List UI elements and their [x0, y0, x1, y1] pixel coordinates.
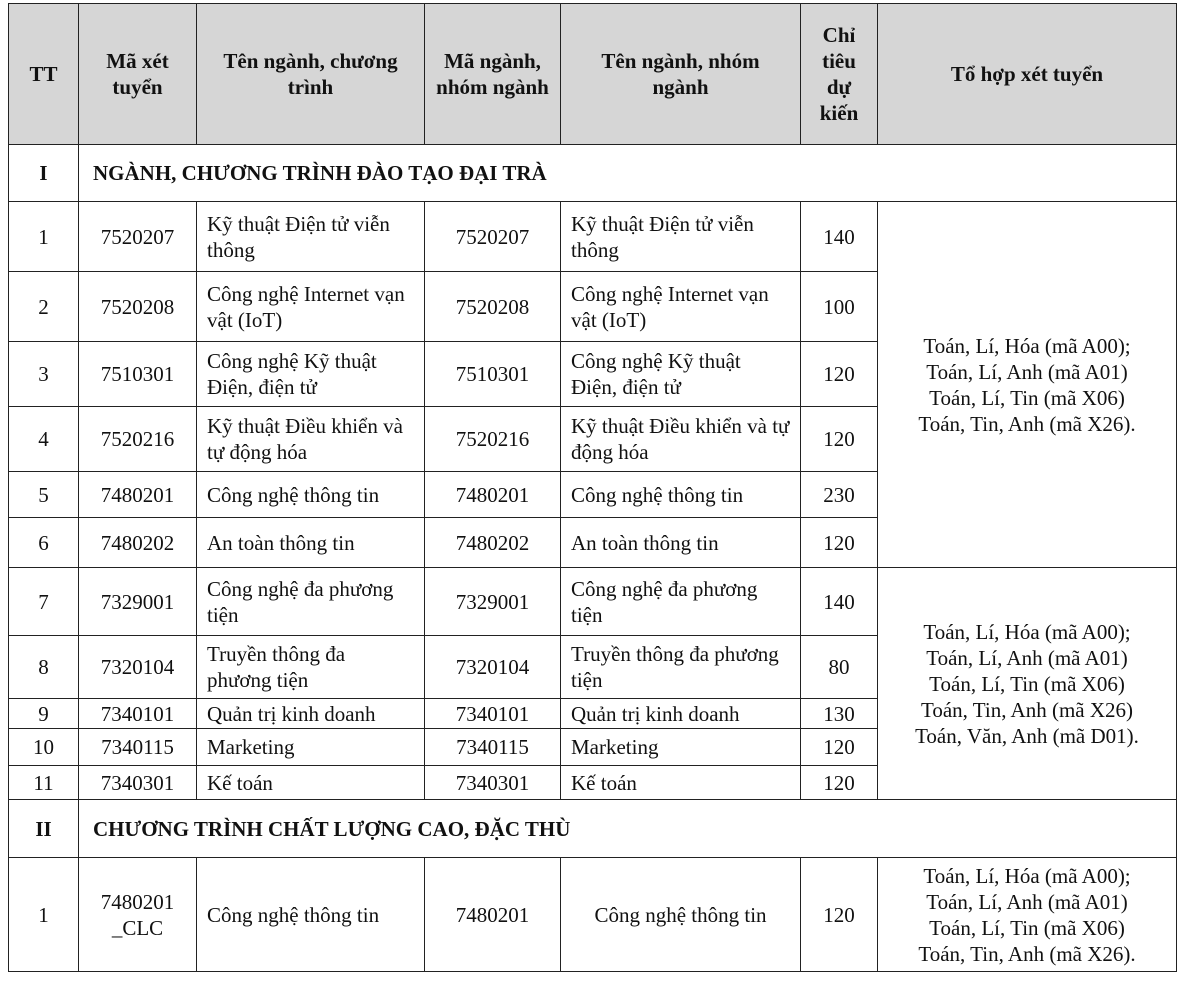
header-ma-nganh-nhom-nganh: Mã ngành, nhóm ngành	[425, 4, 561, 145]
row-ma-nganh: 7340101	[425, 699, 561, 729]
admissions-table	[8, 3, 1177, 972]
row-tt: 4	[9, 407, 79, 472]
to-hop-line: Toán, Lí, Hóa (mã A00);	[923, 619, 1131, 644]
row-chi-tieu: 120	[801, 518, 878, 568]
to-hop-group	[878, 202, 1177, 568]
row-tt: 3	[9, 342, 79, 407]
header-ten-nganh-chuong-trinh: Tên ngành, chương trình	[197, 4, 425, 145]
row-ma-nganh: 7480201	[425, 858, 561, 972]
row-ma-nganh: 7480202	[425, 518, 561, 568]
to-hop-line: Toán, Lí, Anh (mã A01)	[926, 889, 1128, 914]
row-ten-nhom-nganh: Kỹ thuật Điện tử viễn thông	[561, 202, 801, 272]
row-ten-nganh: An toàn thông tin	[197, 518, 425, 568]
to-hop-line: Toán, Lí, Hóa (mã A00);	[923, 863, 1131, 888]
row-ma-nganh: 7329001	[425, 568, 561, 636]
to-hop-line: Toán, Tin, Anh (mã X26).	[918, 941, 1136, 966]
row-ma-xet-tuyen: 7510301	[79, 342, 197, 407]
row-ten-nhom-nganh: Truyền thông đa phương tiện	[561, 636, 801, 699]
section-heading-row	[9, 145, 1177, 202]
header-ma-xet-tuyen: Mã xét tuyển	[79, 4, 197, 145]
to-hop-line: Toán, Tin, Anh (mã X26).	[918, 411, 1136, 436]
row-ma-xet-tuyen: 7320104	[79, 636, 197, 699]
to-hop-line: Toán, Lí, Tin (mã X06)	[929, 671, 1125, 696]
row-tt: 1	[9, 202, 79, 272]
row-ten-nganh: Kế toán	[197, 766, 425, 800]
row-ma-xet-tuyen	[79, 858, 197, 972]
row-chi-tieu: 120	[801, 407, 878, 472]
row-ten-nganh: Quản trị kinh doanh	[197, 699, 425, 729]
row-ma-nganh: 7340301	[425, 766, 561, 800]
to-hop-line: Toán, Lí, Anh (mã A01)	[926, 359, 1128, 384]
row-ma-nganh: 7480201	[425, 472, 561, 518]
row-ten-nganh: Công nghệ thông tin	[197, 472, 425, 518]
to-hop-group	[878, 568, 1177, 800]
row-ma-nganh: 7520207	[425, 202, 561, 272]
row-tt: 6	[9, 518, 79, 568]
row-ma-xet-tuyen: 7340115	[79, 729, 197, 766]
row-ten-nganh: Kỹ thuật Điện tử viễn thông	[197, 202, 425, 272]
row-ma-xet-tuyen: 7340101	[79, 699, 197, 729]
row-tt: 10	[9, 729, 79, 766]
row-chi-tieu: 120	[801, 729, 878, 766]
row-ma-nganh: 7320104	[425, 636, 561, 699]
row-ten-nganh: Kỹ thuật Điều khiển và tự động hóa	[197, 407, 425, 472]
row-ten-nhom-nganh: Công nghệ Internet vạn vật (IoT)	[561, 272, 801, 342]
row-chi-tieu: 120	[801, 858, 878, 972]
row-ma-xet-tuyen: 7480201	[79, 472, 197, 518]
row-ma-nganh: 7520208	[425, 272, 561, 342]
row-tt: 7	[9, 568, 79, 636]
row-ten-nhom-nganh: Công nghệ Kỹ thuật Điện, điện tử	[561, 342, 801, 407]
row-ten-nhom-nganh: Kỹ thuật Điều khiển và tự động hóa	[561, 407, 801, 472]
header-tt: TT	[9, 4, 79, 145]
row-chi-tieu: 80	[801, 636, 878, 699]
section-title: CHƯƠNG TRÌNH CHẤT LƯỢNG CAO, ĐẶC THÙ	[79, 800, 1177, 858]
row-tt: 11	[9, 766, 79, 800]
row-chi-tieu: 100	[801, 272, 878, 342]
row-ma-xet-tuyen-line1: 7480201	[100, 889, 175, 914]
section-heading-row	[9, 800, 1177, 858]
row-chi-tieu: 140	[801, 568, 878, 636]
section-numeral: II	[9, 800, 79, 858]
row-ma-xet-tuyen: 7520207	[79, 202, 197, 272]
row-ma-xet-tuyen: 7520208	[79, 272, 197, 342]
row-tt: 1	[9, 858, 79, 972]
row-ma-nganh: 7340115	[425, 729, 561, 766]
row-ten-nganh: Marketing	[197, 729, 425, 766]
header-chi-tieu-du-kien: Chỉ tiêu dự kiến	[801, 4, 878, 145]
row-chi-tieu: 130	[801, 699, 878, 729]
row-ma-nganh: 7510301	[425, 342, 561, 407]
to-hop-line: Toán, Tin, Anh (mã X26)	[920, 697, 1134, 722]
to-hop-line: Toán, Lí, Tin (mã X06)	[929, 915, 1125, 940]
row-ma-nganh: 7520216	[425, 407, 561, 472]
row-tt: 5	[9, 472, 79, 518]
row-ten-nhom-nganh: Quản trị kinh doanh	[561, 699, 801, 729]
section-numeral: I	[9, 145, 79, 202]
row-ten-nhom-nganh: Công nghệ thông tin	[561, 472, 801, 518]
row-ten-nganh: Công nghệ đa phương tiện	[197, 568, 425, 636]
row-ma-xet-tuyen: 7329001	[79, 568, 197, 636]
row-ten-nhom-nganh: Marketing	[561, 729, 801, 766]
section-title: NGÀNH, CHƯƠNG TRÌNH ĐÀO TẠO ĐẠI TRÀ	[79, 145, 1177, 202]
row-ten-nganh: Công nghệ Kỹ thuật Điện, điện tử	[197, 342, 425, 407]
row-ten-nganh: Truyền thông đa phương tiện	[197, 636, 425, 699]
to-hop-line: Toán, Văn, Anh (mã D01).	[915, 723, 1139, 748]
to-hop-line: Toán, Lí, Tin (mã X06)	[929, 385, 1125, 410]
row-ma-xet-tuyen: 7340301	[79, 766, 197, 800]
row-ten-nganh: Công nghệ Internet vạn vật (IoT)	[197, 272, 425, 342]
row-ma-xet-tuyen: 7480202	[79, 518, 197, 568]
row-tt: 2	[9, 272, 79, 342]
row-chi-tieu: 120	[801, 766, 878, 800]
row-tt: 9	[9, 699, 79, 729]
row-ten-nhom-nganh: Công nghệ đa phương tiện	[561, 568, 801, 636]
header-row	[9, 4, 1177, 145]
row-ma-xet-tuyen-line2: _CLC	[111, 915, 164, 940]
row-ten-nhom-nganh: An toàn thông tin	[561, 518, 801, 568]
to-hop-group	[878, 858, 1177, 972]
table-row	[9, 568, 1177, 636]
to-hop-line: Toán, Lí, Anh (mã A01)	[926, 645, 1128, 670]
table-row	[9, 858, 1177, 972]
to-hop-line: Toán, Lí, Hóa (mã A00);	[923, 333, 1131, 358]
row-chi-tieu: 120	[801, 342, 878, 407]
header-ten-nganh-nhom-nganh: Tên ngành, nhóm ngành	[561, 4, 801, 145]
row-chi-tieu: 230	[801, 472, 878, 518]
row-ten-nganh: Công nghệ thông tin	[197, 858, 425, 972]
table-row	[9, 202, 1177, 272]
row-ten-nhom-nganh: Công nghệ thông tin	[561, 858, 801, 972]
row-chi-tieu: 140	[801, 202, 878, 272]
header-to-hop-xet-tuyen: Tổ hợp xét tuyển	[878, 4, 1177, 145]
row-tt: 8	[9, 636, 79, 699]
row-ma-xet-tuyen: 7520216	[79, 407, 197, 472]
row-ten-nhom-nganh: Kế toán	[561, 766, 801, 800]
